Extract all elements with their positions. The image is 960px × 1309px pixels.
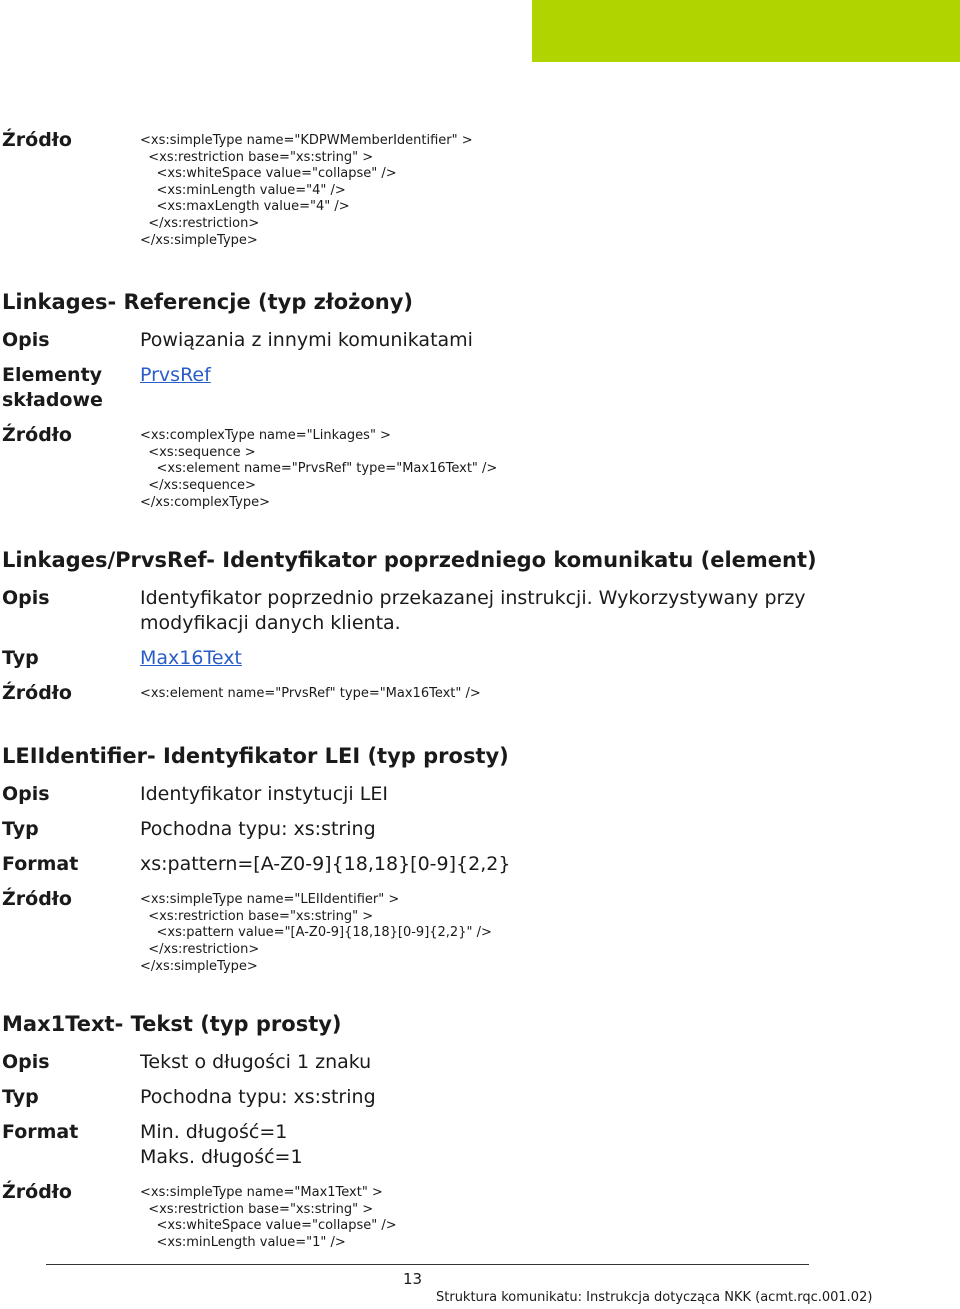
source-row: [2, 1180, 942, 1251]
section-heading: Linkages- Referencje (typ złożony): [2, 290, 414, 315]
field-label: Źródło: [2, 682, 72, 705]
footer-title: Struktura komunikatu: Instrukcja dotycząca NKK (acmt.rqc.001.02): [436, 1290, 873, 1305]
field-label: Format: [2, 853, 79, 876]
label-line: składowe: [2, 389, 103, 412]
field-label: Opis: [2, 1051, 50, 1074]
typ-row: [2, 1085, 942, 1110]
value-line: modyfikacji danych klienta.: [140, 612, 401, 635]
code-block: [140, 128, 473, 249]
opis-row: [2, 586, 942, 636]
elementy-row: [2, 363, 942, 413]
format-row: [2, 852, 942, 877]
code-block: [140, 681, 481, 703]
code-line: <xs:simpleType name="LEIIdentifier" >: [140, 892, 400, 908]
code-block: [140, 1180, 397, 1251]
field-value: [140, 1120, 303, 1170]
code-line: <xs:element name="PrvsRef" type="Max16Text" />: [140, 461, 498, 477]
field-label: Typ: [2, 647, 39, 670]
format-row: [2, 1120, 942, 1170]
source-row: [2, 423, 942, 511]
document-content: [2, 128, 942, 1251]
field-value: xs:pattern=[A-Z0-9]{18,18}[0-9]{2,2}: [140, 853, 511, 876]
label-line: Elementy: [2, 364, 103, 387]
opis-row: [2, 1050, 942, 1075]
code-line: <xs:simpleType name="Max1Text" >: [140, 1185, 383, 1201]
code-line: <xs:element name="PrvsRef" type="Max16Text" />: [140, 686, 481, 702]
code-line: <xs:pattern value="[A-Z0-9]{18,18}[0-9]{2,2}" />: [140, 925, 492, 941]
field-label: Źródło: [2, 1181, 72, 1204]
code-line: <xs:simpleType name="KDPWMemberIdentifier" >: [140, 133, 473, 148]
section-heading: Linkages/PrvsRef- Identyfikator poprzedniego komunikatu (element): [2, 548, 817, 573]
code-block: [140, 423, 497, 511]
top-source-row: [2, 128, 942, 249]
value-line: Maks. długość=1: [140, 1146, 303, 1169]
source-row: [2, 887, 942, 975]
field-label: Źródło: [2, 888, 72, 911]
code-line: <xs:restriction base="xs:string" >: [140, 149, 374, 165]
field-label: Typ: [2, 818, 39, 841]
code-line: <xs:whiteSpace value="collapse" />: [140, 166, 397, 182]
field-label: Typ: [2, 1086, 39, 1109]
code-line: <xs:complexType name="Linkages" >: [140, 428, 391, 444]
code-block: [140, 887, 492, 975]
footer-divider: [46, 1264, 809, 1265]
opis-row: [2, 782, 942, 807]
field-label: [2, 363, 140, 413]
typ-row: [2, 817, 942, 842]
accent-bar: [532, 0, 960, 62]
code-line: <xs:sequence >: [140, 444, 256, 460]
field-value: Pochodna typu: xs:string: [140, 1086, 376, 1109]
field-value: [140, 586, 806, 636]
code-line: </xs:restriction>: [140, 941, 260, 957]
source-row: [2, 681, 942, 706]
code-line: </xs:restriction>: [140, 215, 260, 231]
code-line: <xs:minLength value="4" />: [140, 182, 346, 198]
code-line: </xs:complexType>: [140, 494, 270, 510]
page-number: 13: [403, 1270, 423, 1288]
code-line: </xs:sequence>: [140, 477, 256, 493]
typ-row: [2, 646, 942, 671]
code-line: <xs:maxLength value="4" />: [140, 199, 350, 215]
field-label: Źródło: [2, 424, 72, 447]
value-line: Identyfikator poprzednio przekazanej instrukcji. Wykorzystywany przy: [140, 587, 806, 610]
max16text-link[interactable]: Max16Text: [140, 647, 242, 670]
code-line: </xs:simpleType>: [140, 958, 258, 974]
field-label: Opis: [2, 783, 50, 806]
field-label: Opis: [2, 587, 50, 610]
field-value: Pochodna typu: xs:string: [140, 818, 376, 841]
section-heading: LEIIdentifier- Identyfikator LEI (typ prosty): [2, 744, 509, 769]
prvsref-link[interactable]: PrvsRef: [140, 364, 211, 387]
opis-row: [2, 328, 942, 353]
field-label: Opis: [2, 329, 50, 352]
field-label: Format: [2, 1121, 79, 1144]
field-value: Tekst o długości 1 znaku: [140, 1051, 372, 1074]
value-line: Min. długość=1: [140, 1121, 288, 1144]
field-value: Identyfikator instytucji LEI: [140, 783, 388, 806]
code-line: <xs:whiteSpace value="collapse" />: [140, 1218, 397, 1234]
code-line: <xs:minLength value="1" />: [140, 1234, 346, 1250]
field-value: Powiązania z innymi komunikatami: [140, 329, 473, 352]
code-line: <xs:restriction base="xs:string" >: [140, 908, 374, 924]
field-label: Źródło: [2, 129, 72, 151]
code-line: <xs:restriction base="xs:string" >: [140, 1201, 374, 1217]
section-heading: Max1Text- Tekst (typ prosty): [2, 1012, 342, 1037]
code-line: </xs:simpleType>: [140, 232, 258, 248]
